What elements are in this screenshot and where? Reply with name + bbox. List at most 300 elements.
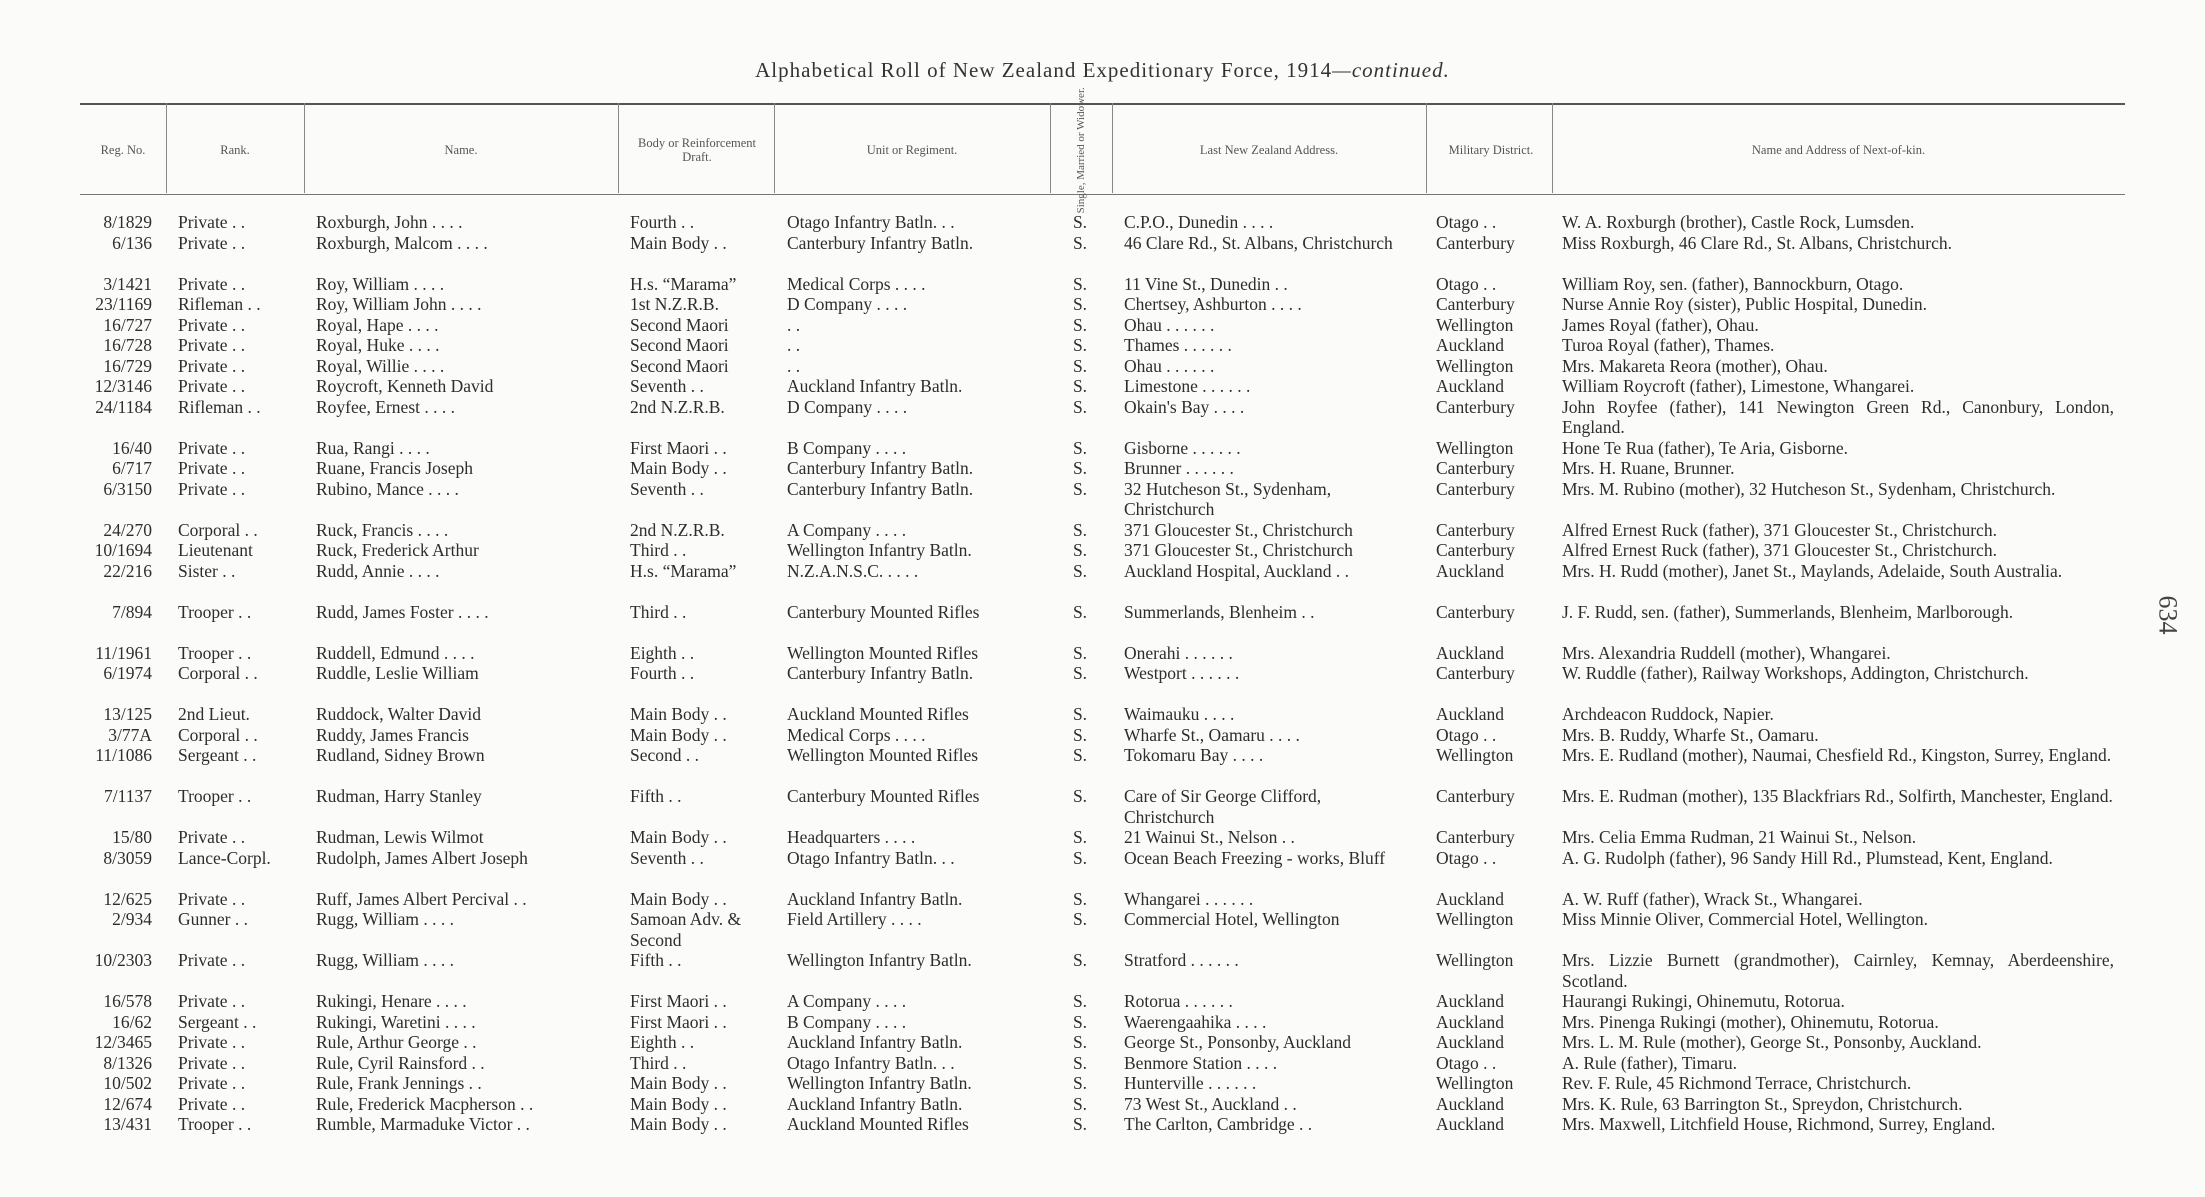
rank-cell: Trooper . .	[178, 601, 252, 622]
rank-cell: Private . .	[178, 1093, 246, 1114]
rank-cell: Private . .	[178, 232, 246, 253]
name-cell: Roycroft, Kenneth David	[316, 376, 494, 396]
rank-cell: Sister . .	[178, 560, 236, 581]
name-cell: Royal, Hape . . . .	[316, 314, 439, 335]
table-row	[0, 1073, 2205, 1094]
name-cell: Rudman, Lewis Wilmot	[316, 827, 484, 847]
unit-cell: Wellington Infantry Batln.	[787, 1073, 972, 1093]
district-cell: Canterbury	[1436, 294, 1515, 314]
body-draft-cell: Third . .	[630, 540, 687, 560]
header-bottom-rule	[80, 194, 2125, 195]
table-row	[0, 294, 2205, 315]
name-cell: Royfee, Ernest . . . .	[316, 396, 455, 417]
next-of-kin-cell: J. F. Rudd, sen. (father), Summerlands, Blenheim, Marlborough.	[1562, 601, 2014, 622]
table-row	[0, 1114, 2205, 1135]
body-draft-cell: Seventh . .	[630, 478, 704, 499]
header-single-label: Single, Married or Widower.	[1074, 86, 1087, 214]
district-cell: Canterbury	[1436, 232, 1515, 253]
marital-status-cell: S.	[1072, 478, 1088, 499]
reg-no-cell: 8/1829	[103, 212, 152, 232]
address-cell: Ohau . . . . . .	[1124, 314, 1215, 335]
next-of-kin-cell: Mrs. Pinenga Rukingi (mother), Ohinemutu, Rotorua.	[1562, 1011, 1939, 1032]
body-draft-cell: Main Body . .	[630, 1114, 727, 1134]
marital-status-cell: S.	[1072, 1052, 1088, 1073]
name-cell: Rudman, Harry Stanley	[316, 786, 482, 806]
table-row	[0, 950, 2205, 991]
table-row	[0, 1012, 2205, 1033]
table-row	[0, 889, 2205, 910]
unit-cell: Wellington Mounted Rifles	[787, 745, 979, 765]
table-row	[0, 602, 2205, 643]
rank-cell: Sergeant . .	[178, 1011, 257, 1032]
next-of-kin-cell: A. G. Rudolph (father), 96 Sandy Hill Rd., Plumstead, Kent, England.	[1562, 847, 2053, 868]
next-of-kin-cell: Archdeacon Ruddock, Napier.	[1562, 704, 1774, 724]
table-row	[0, 827, 2205, 848]
rank-cell: Rifleman . .	[178, 294, 261, 314]
column-divider	[618, 103, 619, 193]
district-cell: Auckland	[1436, 376, 1505, 396]
table-row	[0, 520, 2205, 541]
rank-cell: Rifleman . .	[178, 396, 261, 417]
table-row	[0, 233, 2205, 274]
name-cell: Rukingi, Henare . . . .	[316, 991, 467, 1011]
table-row	[0, 212, 2205, 233]
address-cell: Brunner . . . . . .	[1124, 458, 1234, 478]
address-cell: The Carlton, Cambridge . .	[1124, 1114, 1313, 1134]
reg-no-cell: 22/216	[103, 560, 152, 581]
reg-no-cell: 16/729	[103, 355, 152, 376]
address-cell: Summerlands, Blenheim . .	[1124, 601, 1315, 622]
next-of-kin-cell: Mrs. H. Rudd (mother), Janet St., Maylands, Adelaide, South Australia.	[1562, 560, 2063, 581]
name-cell: Rule, Arthur George . .	[316, 1032, 477, 1052]
reg-no-cell: 10/1694	[94, 540, 152, 560]
rank-cell: Trooper . .	[178, 642, 252, 663]
address-cell: Stratford . . . . . .	[1124, 950, 1239, 970]
next-of-kin-cell: Rev. F. Rule, 45 Richmond Terrace, Christchurch.	[1562, 1073, 1912, 1093]
reg-no-cell: 2/934	[112, 909, 152, 929]
name-cell: Rugg, William . . . .	[316, 950, 455, 970]
marital-status-cell: S.	[1072, 704, 1088, 724]
district-cell: Canterbury	[1436, 478, 1515, 499]
unit-cell: A Company . . . .	[787, 519, 907, 540]
marital-status-cell: S.	[1072, 786, 1088, 806]
unit-cell: Medical Corps . . . .	[787, 724, 926, 745]
unit-cell: . .	[787, 355, 801, 376]
rank-cell: Private . .	[178, 376, 246, 396]
unit-cell: D Company . . . .	[787, 396, 908, 417]
name-cell: Roxburgh, Malcom . . . .	[316, 232, 488, 253]
reg-no-cell: 11/1086	[95, 745, 152, 765]
address-cell: Care of Sir George Clifford, Christchurch	[1124, 786, 1322, 827]
marital-status-cell: S.	[1072, 458, 1088, 478]
address-cell: Gisborne . . . . . .	[1124, 437, 1241, 458]
unit-cell: Canterbury Infantry Batln.	[787, 458, 974, 478]
marital-status-cell: S.	[1072, 335, 1088, 355]
table-row	[0, 274, 2205, 295]
district-cell: Canterbury	[1436, 458, 1515, 478]
reg-no-cell: 10/2303	[94, 950, 152, 970]
unit-cell: Auckland Infantry Batln.	[787, 888, 963, 909]
reg-no-cell: 6/3150	[103, 478, 152, 499]
unit-cell: Field Artillery . . . .	[787, 909, 922, 929]
address-cell: 371 Gloucester St., Christchurch	[1124, 540, 1353, 560]
unit-cell: B Company . . . .	[787, 1011, 907, 1032]
body-draft-cell: Main Body . .	[630, 458, 727, 478]
reg-no-cell: 24/1184	[95, 396, 152, 417]
marital-status-cell: S.	[1072, 314, 1088, 335]
rank-cell: Private . .	[178, 1032, 246, 1052]
reg-no-cell: 16/578	[103, 991, 152, 1011]
table-row	[0, 561, 2205, 602]
unit-cell: Wellington Infantry Batln.	[787, 540, 972, 560]
header-reg-no: Reg. No.	[100, 142, 146, 157]
district-cell: Auckland	[1436, 1114, 1505, 1134]
table-row	[0, 315, 2205, 336]
reg-no-cell: 3/1421	[103, 273, 152, 294]
unit-cell: Medical Corps . . . .	[787, 273, 926, 294]
next-of-kin-cell: A. Rule (father), Timaru.	[1562, 1052, 1737, 1073]
roll-table-body	[0, 212, 2205, 1135]
next-of-kin-cell: Mrs. L. M. Rule (mother), George St., Ponsonby, Auckland.	[1562, 1032, 1982, 1052]
district-cell: Otago . .	[1436, 212, 1497, 232]
body-draft-cell: 1st N.Z.R.B.	[630, 294, 719, 314]
name-cell: Royal, Willie . . . .	[316, 355, 445, 376]
body-draft-cell: Main Body . .	[630, 724, 727, 745]
header-unit: Unit or Regiment.	[866, 142, 958, 157]
name-cell: Ruddell, Edmund . . . .	[316, 642, 475, 663]
address-cell: Whangarei . . . . . .	[1124, 888, 1254, 909]
marital-status-cell: S.	[1072, 847, 1088, 868]
reg-no-cell: 7/1137	[104, 786, 152, 806]
rank-cell: Private . .	[178, 273, 246, 294]
name-cell: Ruff, James Albert Percival . .	[316, 888, 527, 909]
address-cell: Onerahi . . . . . .	[1124, 642, 1233, 663]
header-address: Last New Zealand Address.	[1199, 142, 1339, 157]
address-cell: Limestone . . . . . .	[1124, 376, 1251, 396]
next-of-kin-cell: Mrs. H. Ruane, Brunner.	[1562, 458, 1735, 478]
district-cell: Canterbury	[1436, 601, 1515, 622]
rank-cell: Private . .	[178, 950, 246, 970]
unit-cell: B Company . . . .	[787, 437, 907, 458]
body-draft-cell: Seventh . .	[630, 847, 704, 868]
address-cell: 32 Hutcheson St., Sydenham, Christchurch	[1124, 478, 1332, 519]
body-draft-cell: Eighth . .	[630, 1032, 695, 1052]
reg-no-cell: 10/502	[103, 1073, 152, 1093]
table-row	[0, 397, 2205, 438]
unit-cell: Auckland Mounted Rifles	[787, 1114, 969, 1134]
next-of-kin-cell: Mrs. E. Rudman (mother), 135 Blackfriars Rd., Solfirth, Manchester, England.	[1562, 786, 2113, 806]
district-cell: Wellington	[1436, 745, 1514, 765]
name-cell: Rukingi, Waretini . . . .	[316, 1011, 476, 1032]
marital-status-cell: S.	[1072, 827, 1088, 847]
unit-cell: Otago Infantry Batln. . .	[787, 847, 955, 868]
reg-no-cell: 12/625	[103, 888, 152, 909]
next-of-kin-cell: Alfred Ernest Ruck (father), 371 Gloucester St., Christchurch.	[1562, 540, 1997, 560]
name-cell: Roy, William John . . . .	[316, 294, 482, 314]
rank-cell: Private . .	[178, 355, 246, 376]
district-cell: Canterbury	[1436, 396, 1515, 417]
district-cell: Wellington	[1436, 437, 1514, 458]
reg-no-cell: 15/80	[112, 827, 152, 847]
address-cell: Ohau . . . . . .	[1124, 355, 1215, 376]
unit-cell: Otago Infantry Batln. . .	[787, 212, 955, 232]
body-draft-cell: Second Maori	[630, 314, 729, 335]
name-cell: Rudd, James Foster . . . .	[316, 601, 489, 622]
name-cell: Roy, William . . . .	[316, 273, 445, 294]
next-of-kin-cell: Mrs. Maxwell, Litchfield House, Richmond, Surrey, England.	[1562, 1114, 1996, 1134]
table-row	[0, 356, 2205, 377]
body-draft-cell: 2nd N.Z.R.B.	[630, 396, 725, 417]
address-cell: Okain's Bay . . . .	[1124, 396, 1245, 417]
table-row	[0, 1032, 2205, 1053]
unit-cell: Canterbury Mounted Rifles	[787, 786, 980, 806]
rank-cell: Lance-Corpl.	[178, 847, 271, 868]
district-cell: Auckland	[1436, 1032, 1505, 1052]
unit-cell: . .	[787, 314, 801, 335]
address-cell: Hunterville . . . . . .	[1124, 1073, 1257, 1093]
marital-status-cell: S.	[1072, 888, 1088, 909]
header-rank: Rank.	[220, 142, 250, 157]
address-cell: Benmore Station . . . .	[1124, 1052, 1278, 1073]
address-cell: Rotorua . . . . . .	[1124, 991, 1233, 1011]
rank-cell: Corporal . .	[178, 663, 258, 683]
body-draft-cell: Second Maori	[630, 355, 729, 376]
unit-cell: A Company . . . .	[787, 991, 907, 1011]
body-draft-cell: Fifth . .	[630, 950, 682, 970]
name-cell: Rule, Frank Jennings . .	[316, 1073, 482, 1093]
next-of-kin-cell: William Roycroft (father), Limestone, Whangarei.	[1562, 376, 1915, 396]
district-cell: Auckland	[1436, 335, 1505, 355]
next-of-kin-cell: Hone Te Rua (father), Te Aria, Gisborne.	[1562, 437, 1849, 458]
body-draft-cell: Fifth . .	[630, 786, 682, 806]
table-row	[0, 458, 2205, 479]
district-cell: Wellington	[1436, 1073, 1514, 1093]
district-cell: Auckland	[1436, 704, 1505, 724]
body-draft-cell: Third . .	[630, 601, 687, 622]
reg-no-cell: 13/431	[103, 1114, 152, 1134]
table-row	[0, 725, 2205, 746]
reg-no-cell: 6/1974	[103, 663, 152, 683]
name-cell: Rudolph, James Albert Joseph	[316, 847, 528, 868]
district-cell: Otago . .	[1436, 847, 1497, 868]
district-cell: Auckland	[1436, 991, 1505, 1011]
next-of-kin-cell: Mrs. M. Rubino (mother), 32 Hutcheson St., Sydenham, Christchurch.	[1562, 478, 2056, 499]
body-draft-cell: Main Body . .	[630, 1073, 727, 1093]
table-row	[0, 1053, 2205, 1074]
name-cell: Rugg, William . . . .	[316, 909, 455, 929]
address-cell: C.P.O., Dunedin . . . .	[1124, 212, 1274, 232]
body-draft-cell: Third . .	[630, 1052, 687, 1073]
rank-cell: Private . .	[178, 991, 246, 1011]
unit-cell: Headquarters . . . .	[787, 827, 916, 847]
header-district: Military District.	[1448, 142, 1534, 157]
page-number: 634	[2153, 595, 2183, 635]
marital-status-cell: S.	[1072, 437, 1088, 458]
marital-status-cell: S.	[1072, 745, 1088, 765]
rank-cell: Sergeant . .	[178, 745, 257, 765]
table-row	[0, 540, 2205, 561]
next-of-kin-cell: Alfred Ernest Ruck (father), 371 Gloucester St., Christchurch.	[1562, 519, 1997, 540]
district-cell: Canterbury	[1436, 827, 1515, 847]
name-cell: Ruddock, Walter David	[316, 704, 481, 724]
unit-cell: Canterbury Infantry Batln.	[787, 663, 974, 683]
address-cell: Ocean Beach Freezing - works, Bluff	[1124, 847, 1386, 868]
rank-cell: Private . .	[178, 827, 246, 847]
rank-cell: Private . .	[178, 1052, 246, 1073]
reg-no-cell: 16/40	[112, 437, 152, 458]
marital-status-cell: S.	[1072, 1114, 1088, 1134]
table-row	[0, 643, 2205, 664]
unit-cell: Otago Infantry Batln. . .	[787, 1052, 955, 1073]
title-continued: —continued.	[1332, 58, 1450, 82]
next-of-kin-cell: Mrs. Celia Emma Rudman, 21 Wainui St., Nelson.	[1562, 827, 1917, 847]
district-cell: Canterbury	[1436, 786, 1515, 806]
next-of-kin-cell: Mrs. Makareta Reora (mother), Ohau.	[1562, 355, 1828, 376]
name-cell: Ruddy, James Francis	[316, 724, 469, 745]
rank-cell: Trooper . .	[178, 1114, 252, 1134]
district-cell: Canterbury	[1436, 663, 1515, 683]
marital-status-cell: S.	[1072, 232, 1088, 253]
reg-no-cell: 23/1169	[95, 294, 152, 314]
marital-status-cell: S.	[1072, 950, 1088, 970]
unit-cell: Wellington Mounted Rifles	[787, 642, 979, 663]
table-row	[0, 786, 2205, 827]
next-of-kin-cell: William Roy, sen. (father), Bannockburn, Otago.	[1562, 273, 1904, 294]
name-cell: Rule, Cyril Rainsford . .	[316, 1052, 485, 1073]
column-divider	[1426, 103, 1427, 193]
district-cell: Wellington	[1436, 909, 1514, 929]
header-top-rule	[80, 103, 2125, 105]
rank-cell: Private . .	[178, 437, 246, 458]
name-cell: Roxburgh, John . . . .	[316, 212, 463, 232]
body-draft-cell: Main Body . .	[630, 704, 727, 724]
address-cell: Waimauku . . . .	[1124, 704, 1235, 724]
address-cell: Waerengaahika . . . .	[1124, 1011, 1267, 1032]
district-cell: Canterbury	[1436, 540, 1515, 560]
body-draft-cell: Fourth . .	[630, 212, 695, 232]
body-draft-cell: First Maori . .	[630, 437, 727, 458]
rank-cell: Lieutenant	[178, 540, 253, 560]
marital-status-cell: S.	[1072, 519, 1088, 540]
district-cell: Auckland	[1436, 1093, 1505, 1114]
rank-cell: Corporal . .	[178, 724, 258, 745]
rank-cell: Trooper . .	[178, 786, 252, 806]
marital-status-cell: S.	[1072, 376, 1088, 396]
reg-no-cell: 3/77A	[108, 724, 152, 745]
rank-cell: Private . .	[178, 458, 246, 478]
reg-no-cell: 12/674	[103, 1093, 152, 1114]
table-row	[0, 848, 2205, 889]
unit-cell: Wellington Infantry Batln.	[787, 950, 972, 970]
marital-status-cell: S.	[1072, 663, 1088, 683]
header-name: Name.	[444, 142, 478, 157]
name-cell: Ruck, Frederick Arthur	[316, 540, 479, 560]
address-cell: 21 Wainui St., Nelson . .	[1124, 827, 1295, 847]
marital-status-cell: S.	[1072, 991, 1088, 1011]
address-cell: Thames . . . . . .	[1124, 335, 1232, 355]
body-draft-cell: Second . .	[630, 745, 700, 765]
table-row	[0, 663, 2205, 704]
reg-no-cell: 6/717	[112, 458, 152, 478]
address-cell: 73 West St., Auckland . .	[1124, 1093, 1297, 1114]
name-cell: Rubino, Mance . . . .	[316, 478, 459, 499]
district-cell: Auckland	[1436, 642, 1505, 663]
reg-no-cell: 12/3146	[94, 376, 152, 396]
unit-cell: Canterbury Infantry Batln.	[787, 232, 974, 253]
name-cell: Rumble, Marmaduke Victor . .	[316, 1114, 530, 1134]
rank-cell: Private . .	[178, 1073, 246, 1093]
rank-cell: Private . .	[178, 888, 246, 909]
reg-no-cell: 8/3059	[103, 847, 152, 868]
next-of-kin-cell: Mrs. E. Rudland (mother), Naumai, Chesfield Rd., Kingston, Surrey, England.	[1562, 745, 2112, 765]
marital-status-cell: S.	[1072, 396, 1088, 417]
district-cell: Wellington	[1436, 950, 1514, 970]
body-draft-cell: Main Body . .	[630, 888, 727, 909]
address-cell: George St., Ponsonby, Auckland	[1124, 1032, 1352, 1052]
next-of-kin-cell: Miss Minnie Oliver, Commercial Hotel, Wellington.	[1562, 909, 1928, 929]
body-draft-cell: First Maori . .	[630, 1011, 727, 1032]
reg-no-cell: 6/136	[112, 232, 152, 253]
marital-status-cell: S.	[1072, 909, 1088, 929]
table-row	[0, 376, 2205, 397]
header-body: Body or Reinforcement Draft.	[637, 135, 757, 164]
district-cell: Auckland	[1436, 1011, 1505, 1032]
marital-status-cell: S.	[1072, 601, 1088, 622]
marital-status-cell: S.	[1072, 1011, 1088, 1032]
unit-cell: N.Z.A.N.S.C. . . . .	[787, 560, 919, 581]
district-cell: Wellington	[1436, 314, 1514, 335]
district-cell: Canterbury	[1436, 519, 1515, 540]
body-draft-cell: H.s. “Marama”	[630, 273, 737, 294]
unit-cell: Canterbury Mounted Rifles	[787, 601, 980, 622]
address-cell: 11 Vine St., Dunedin . .	[1124, 273, 1288, 294]
reg-no-cell: 24/270	[103, 519, 152, 540]
next-of-kin-cell: W. Ruddle (father), Railway Workshops, Addington, Christchurch.	[1562, 663, 2029, 683]
table-row	[0, 335, 2205, 356]
body-draft-cell: Seventh . .	[630, 376, 704, 396]
body-draft-cell: Main Body . .	[630, 1093, 727, 1114]
next-of-kin-cell: John Royfee (father), 141 Newington Green Rd., Canonbury, London, England.	[1562, 396, 2114, 437]
marital-status-cell: S.	[1072, 1073, 1088, 1093]
unit-cell: D Company . . . .	[787, 294, 908, 314]
reg-no-cell: 12/3465	[94, 1032, 152, 1052]
next-of-kin-cell: Mrs. Alexandria Ruddell (mother), Whangarei.	[1562, 642, 1891, 663]
body-draft-cell: H.s. “Marama”	[630, 560, 737, 581]
table-row	[0, 704, 2205, 725]
district-cell: Wellington	[1436, 355, 1514, 376]
next-of-kin-cell: James Royal (father), Ohau.	[1562, 314, 1759, 335]
address-cell: Auckland Hospital, Auckland . .	[1124, 560, 1350, 581]
unit-cell: Canterbury Infantry Batln.	[787, 478, 974, 499]
address-cell: 371 Gloucester St., Christchurch	[1124, 519, 1353, 540]
marital-status-cell: S.	[1072, 1032, 1088, 1052]
name-cell: Ruck, Francis . . . .	[316, 519, 449, 540]
table-row	[0, 991, 2205, 1012]
next-of-kin-cell: Haurangi Rukingi, Ohinemutu, Rotorua.	[1562, 991, 1845, 1011]
address-cell: 46 Clare Rd., St. Albans, Christchurch	[1124, 232, 1393, 253]
unit-cell: Auckland Infantry Batln.	[787, 1032, 963, 1052]
district-cell: Otago . .	[1436, 1052, 1497, 1073]
next-of-kin-cell: A. W. Ruff (father), Wrack St., Whangarei.	[1562, 888, 1863, 909]
next-of-kin-cell: Mrs. B. Ruddy, Wharfe St., Oamaru.	[1562, 724, 1819, 745]
district-cell: Otago . .	[1436, 273, 1497, 294]
district-cell: Otago . .	[1436, 724, 1497, 745]
reg-no-cell: 16/727	[103, 314, 152, 335]
address-cell: Westport . . . . . .	[1124, 663, 1240, 683]
body-draft-cell: Eighth . .	[630, 642, 695, 663]
name-cell: Rule, Frederick Macpherson . .	[316, 1093, 534, 1114]
rank-cell: Gunner . .	[178, 909, 248, 929]
